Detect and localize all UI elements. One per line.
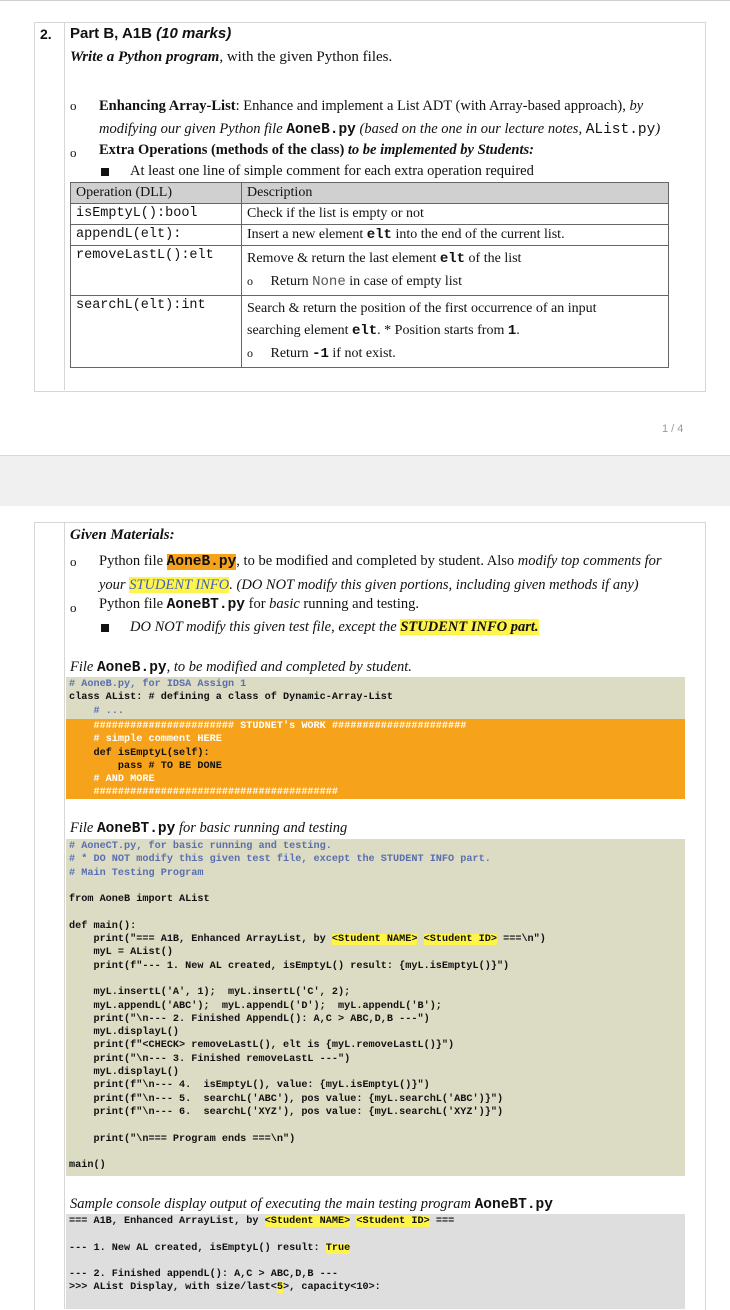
circle-bullet-icon: o (247, 274, 253, 288)
given-item-aonebt: Python file AoneBT.py for basic running and testing. (99, 596, 419, 613)
op-desc: Insert a new element elt into the end of the current list. (242, 225, 669, 246)
op-desc: Remove & return the last element elt of the list o Return None in case of empty list (242, 246, 669, 296)
table-row (71, 204, 669, 225)
given-subitem: DO NOT modify this given test file, except the STUDENT INFO part. (130, 619, 539, 635)
file1-caption: File AoneB.py, to be modified and completed by student. (70, 659, 412, 676)
square-bullet-icon (101, 624, 109, 632)
given-materials-title: Given Materials: (70, 527, 175, 543)
table-row (71, 225, 669, 246)
subitem-comment: At least one line of simple comment for each extra operation required (130, 163, 534, 179)
op-name: searchL(elt):int (71, 296, 242, 368)
op-name: appendL(elt): (71, 225, 242, 246)
console-output: === A1B, Enhanced ArrayList, by <Student NAME> <Student ID> === --- 1. New AL created, isEmptyL() result: True --- 2. Finished appendL(): A,C > ABC,D,B --- >>> AList Display, with size/last<5>, capacity<10>: (69, 1216, 455, 1294)
code-aonebt: # AoneCT.py, for basic running and testing. # * DO NOT modify this given test file, except the STUDENT INFO part. # Main Testing Program from AoneB import AList def main(): print("=== A1B, Enhanced ArrayList, by <Student NAME> <Student ID> ===\n") myL = AList() print(f"--- 1. New AL created, isEmptyL() result: {myL.isEmptyL()}") myL.insertL('A', 1); myL.insertL('C', 2); myL.appendL('ABC'); myL.appendL('D'); myL.appendL('B'); print("\n--- 2. Finished AppendL(): A,C > ABC,D,B ---") myL.displayL() print(f"<CHECK> removeLastL(), elt is {myL.removeLastL()}") print("\n--- 3. Finished removeLastL ---") myL.displayL() print(f"\n--- 4. isEmptyL(), value: {myL.isEmptyL()}") print(f"\n--- 5. searchL('ABC'), pos value: {myL.searchL('ABC')}") print(f"\n--- 6. searchL('XYZ'), pos value: {myL.searchL('XYZ')}") print("\n=== Program ends ===\n") main() (69, 841, 546, 1172)
circle-bullet-icon: o (70, 600, 77, 615)
circle-bullet-icon: o (247, 346, 253, 360)
op-desc: Search & return the position of the first occurrence of an input searching element elt. * Position starts from 1. o Return -1 if not exist. (242, 296, 669, 368)
op-name: isEmptyL():bool (71, 204, 242, 225)
code-aoneb-student: ####################### STUDNET's WORK ###################### # simple comment HERE def isEmptyL(self): pass # TO BE DONE # AND MORE ######################################## (69, 721, 467, 799)
page-gap (0, 455, 730, 507)
code-aoneb-header: # AoneB.py, for IDSA Assign 1 class AList: # defining a class of Dynamic-Array-List # ... (69, 679, 394, 717)
circle-bullet-icon: o (70, 554, 77, 569)
question-number: 2. (40, 26, 52, 42)
intro-text: Write a Python program, with the given Python files. (70, 49, 393, 65)
item-enhancing: Enhancing Array-List: Enhance and implement a List ADT (with Array-based approach), by modifying our given Python file AoneB.py (based on the one in our lecture notes, AList.py) (99, 98, 661, 138)
page-2 (0, 506, 730, 1309)
question-title: Part B, A1B (10 marks) (70, 25, 232, 42)
operations-table (70, 182, 669, 368)
table-row (71, 296, 669, 368)
item-extra-ops: Extra Operations (methods of the class) to be implemented by Students: (99, 142, 534, 158)
file2-caption: File AoneBT.py for basic running and testing (70, 820, 348, 837)
op-desc: Check if the list is empty or not (242, 204, 669, 225)
table-header: Description (242, 183, 669, 204)
table-header: Operation (DLL) (71, 183, 242, 204)
table-header-row (71, 183, 669, 204)
sample-output-caption: Sample console display output of executing the main testing program AoneBT.py (70, 1196, 553, 1213)
table-row (71, 246, 669, 296)
page-1 (0, 0, 730, 455)
given-item-aoneb: Python file AoneB.py, to be modified and completed by student. Also modify top comments for your STUDENT INFO. (DO NOT modify this given portions, including given methods if any) (99, 553, 662, 593)
page-number: 1 / 4 (662, 423, 684, 435)
circle-bullet-icon: o (70, 98, 77, 113)
square-bullet-icon (101, 168, 109, 176)
circle-bullet-icon: o (70, 145, 77, 160)
op-name: removeLastL():elt (71, 246, 242, 296)
